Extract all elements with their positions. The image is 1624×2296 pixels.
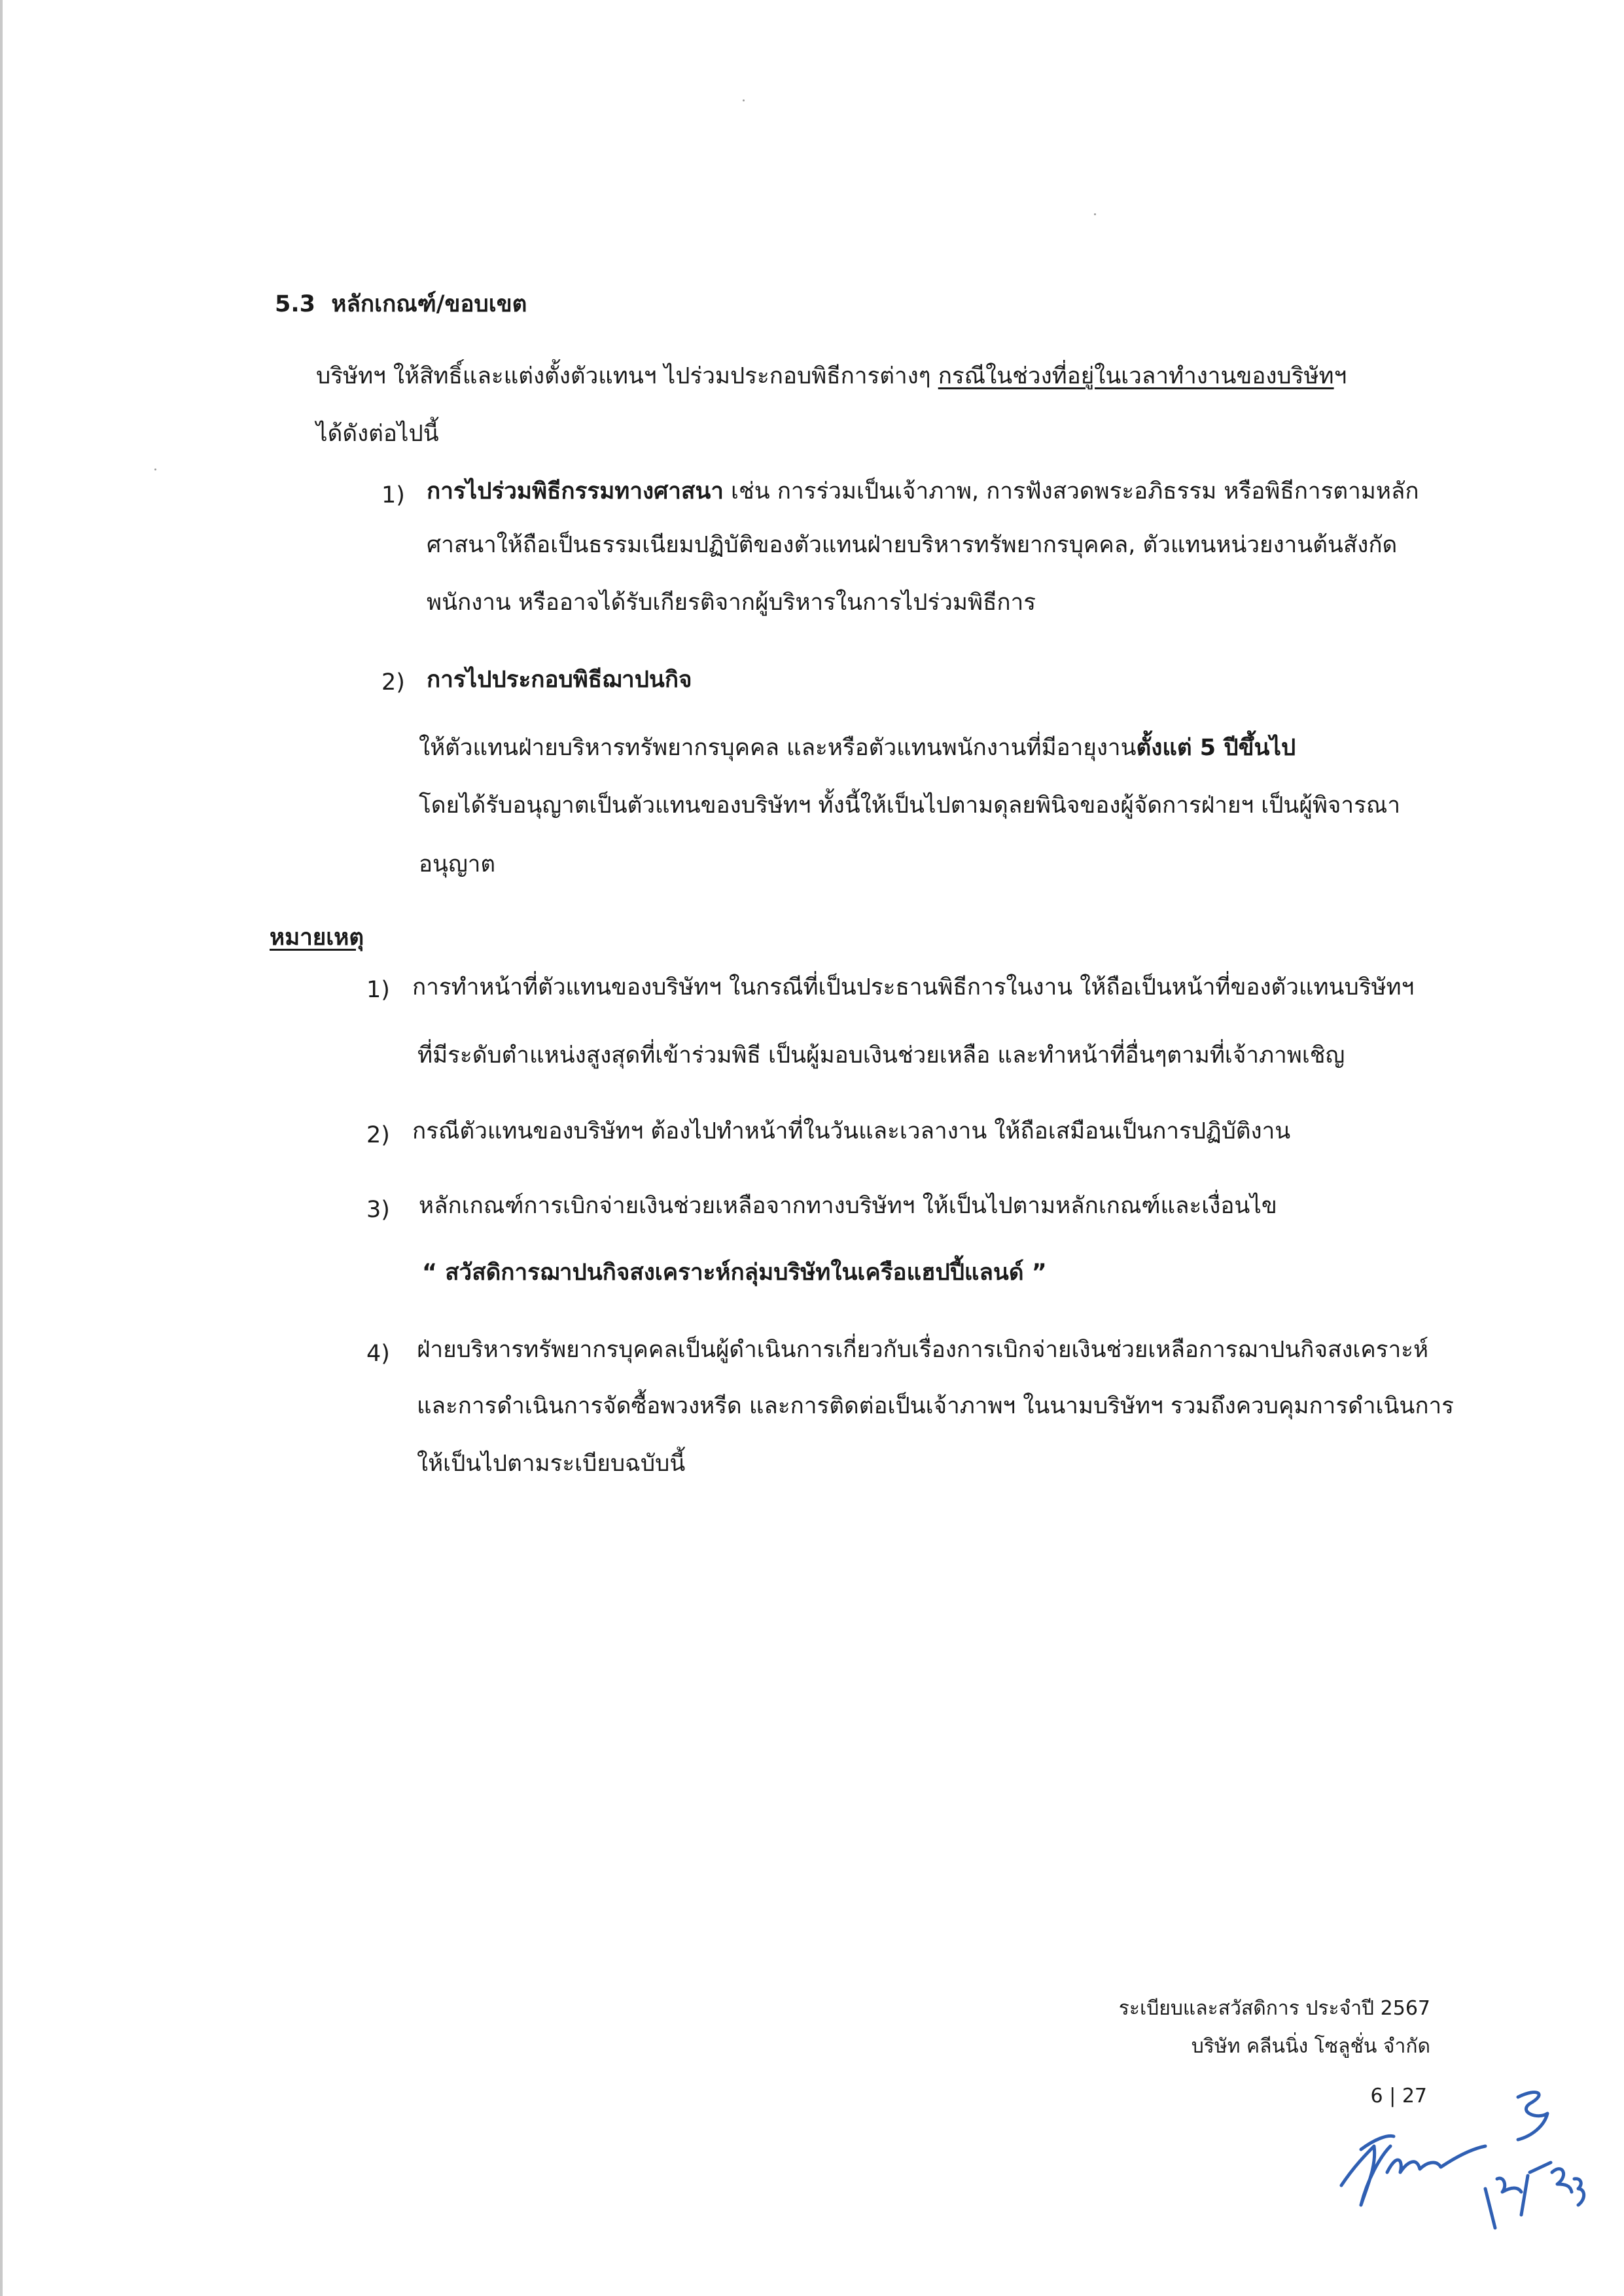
signature-stroke [1341, 2146, 1390, 2205]
item-number: 2) [381, 669, 405, 696]
item-1-bold-lead: การไปร่วมพิธีกรรมทางศาสนา [427, 478, 724, 504]
item-2-para-line-2: โดยได้รับอนุญาตเป็นตัวแทนของบริษัทฯ ทั้งนี้ให้เป็นไปตามดุลยพินิจของผู้จัดการฝ่ายฯ เป็นผู้พิจารณา [419, 792, 1401, 819]
note-3-quote: “ สวัสดิการฌาปนกิจสงเคราะห์กลุ่มบริษัทในเครือแฮปปี้แลนด์ ” [422, 1260, 1047, 1286]
section-title: หลักเกณฑ์/ขอบเขต [331, 291, 527, 317]
note-number: 4) [366, 1341, 390, 1367]
item-1-line-1: การไปร่วมพิธีกรรมทางศาสนา เช่น การร่วมเป็นเจ้าภาพ, การฟังสวดพระอภิธรรม หรือพิธีการตามหลัก [427, 478, 1419, 504]
signature-stroke [1552, 2169, 1572, 2192]
note-number: 2) [366, 1122, 390, 1148]
note-number: 3) [366, 1197, 390, 1223]
footer-regulation-title: ระเบียบและสวัสดิการ ประจำปี 2567 [1118, 1997, 1430, 2020]
signature-stroke [1530, 2163, 1551, 2172]
item-number: 1) [381, 482, 405, 508]
item-2-bold-phrase: ตั้งแต่ 5 ปีขึ้นไป [1136, 735, 1296, 761]
handwritten-signature [1322, 2074, 1597, 2238]
note-1-line-1: การทำหน้าที่ตัวแทนของบริษัทฯ ในกรณีที่เป็นประธานพิธีการในงาน ให้ถือเป็นหน้าที่ของตัวแทนบริษัทฯ [412, 974, 1415, 1000]
note-1-line-2: ที่มีระดับตำแหน่งสูงสุดที่เข้าร่วมพิธี เป็นผู้มอบเงินช่วยเหลือ และทำหน้าที่อื่นๆตามที่เจ้าภาพเชิญ [417, 1042, 1345, 1069]
note-4-line-1: ฝ่ายบริหารทรัพยากรบุคคลเป็นผู้ดำเนินการเกี่ยวกับเรื่องการเบิกจ่ายเงินช่วยเหลือการฌาปนกิจสงเคราะห์ [417, 1337, 1429, 1363]
item-2-heading: การไปประกอบพิธีฌาปนกิจ [427, 667, 692, 693]
signature-stroke [1518, 2093, 1547, 2140]
intro-underlined-text: กรณีในช่วงที่อยู่ในเวลาทำงานของบริษัท [938, 363, 1334, 389]
signature-stroke [1485, 2189, 1495, 2228]
signature-stroke [1574, 2179, 1584, 2205]
signature-stroke [1521, 2176, 1528, 2215]
signature-stroke [1387, 2146, 1485, 2172]
scan-speck [154, 468, 156, 470]
intro-line-2: ได้ดังต่อไปนี้ [316, 421, 439, 447]
item-1-line-3: พนักงาน หรืออาจได้รับเกียรติจากผู้บริหารในการไปร่วมพิธีการ [427, 590, 1036, 616]
note-4-line-3: ให้เป็นไปตามระเบียบฉบับนี้ [417, 1451, 686, 1477]
note-number: 1) [366, 977, 390, 1003]
scan-speck [1094, 213, 1096, 215]
section-number: 5.3 [275, 291, 316, 317]
note-4-line-2: และการดำเนินการจัดซื้อพวงหรีด และการติดต่อเป็นเจ้าภาพฯ ในนามบริษัทฯ รวมถึงควบคุมการดำเนินการ [417, 1393, 1454, 1419]
note-heading: หมายเหตุ [270, 925, 364, 951]
footer-company-name: บริษัท คลีนนิ่ง โซลูชั่น จำกัด [1191, 2035, 1430, 2058]
section-heading [275, 288, 527, 321]
scan-speck [743, 99, 745, 101]
item-2-para-line-1: ให้ตัวแทนฝ่ายบริหารทรัพยากรบุคคล และหรือตัวแทนพนักงานที่มีอายุงานตั้งแต่ 5 ปีขึ้นไป [419, 735, 1296, 761]
signature-stroke [1497, 2178, 1521, 2192]
item-1-line-2: ศาสนาให้ถือเป็นธรรมเนียมปฏิบัติของตัวแทนฝ่ายบริหารทรัพยากรบุคคล, ตัวแทนหน่วยงานต้นสังกัด [427, 532, 1398, 558]
intro-line-1: บริษัทฯ ให้สิทธิ์และแต่งตั้งตัวแทนฯ ไปร่วมประกอบพิธีการต่างๆ กรณีในช่วงที่อยู่ในเวลาทำงานของบริษัทฯ [316, 363, 1347, 389]
item-2-para-line-3: อนุญาต [419, 851, 496, 877]
page-number: 6 | 27 [1370, 2085, 1427, 2108]
note-3-line-1: หลักเกณฑ์การเบิกจ่ายเงินช่วยเหลือจากทางบริษัทฯ ให้เป็นไปตามหลักเกณฑ์และเงื่อนไข [419, 1193, 1277, 1219]
note-2-line-1: กรณีตัวแทนของบริษัทฯ ต้องไปทำหน้าที่ในวันและเวลางาน ให้ถือเสมือนเป็นการปฏิบัติงาน [412, 1118, 1291, 1144]
scan-edge [0, 0, 3, 2296]
